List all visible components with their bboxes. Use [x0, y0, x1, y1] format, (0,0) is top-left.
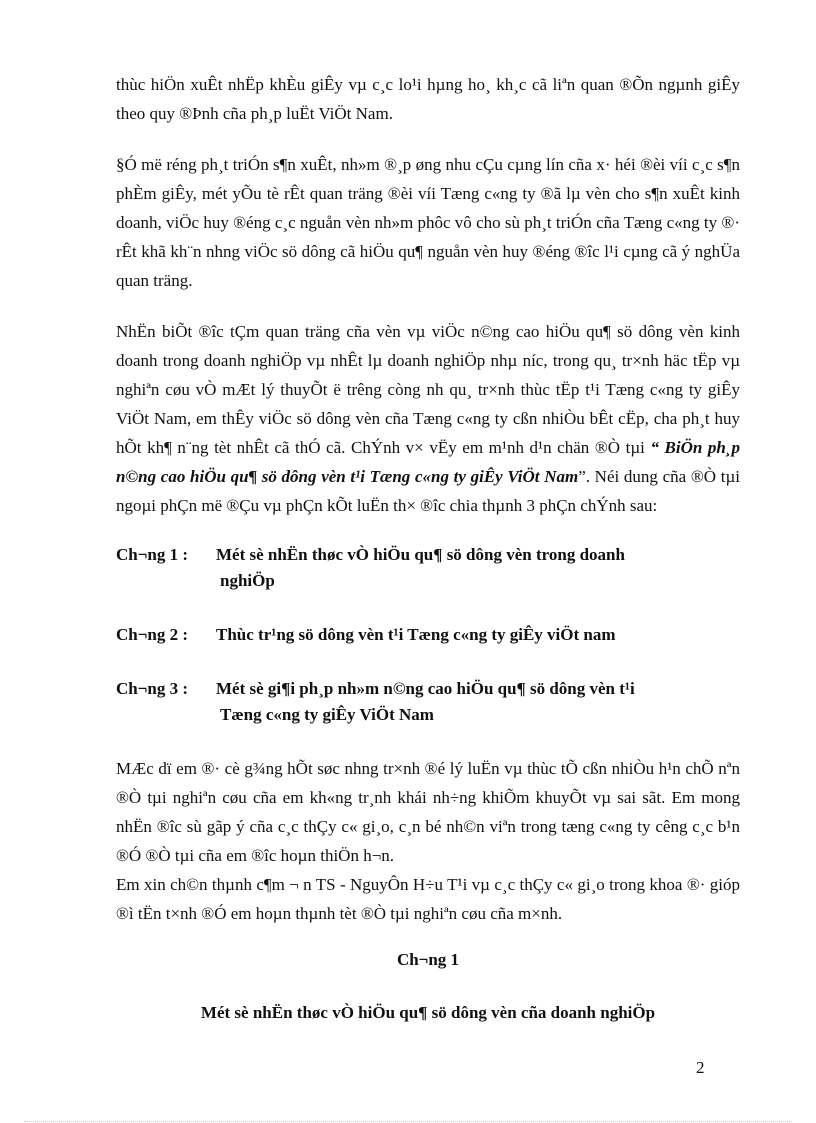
chapter-title-line1: Mét sè gi¶i ph¸p nh»m n©ng cao hiÖu qu¶ sö dông vèn t¹i [216, 679, 635, 698]
document-page [116, 70, 740, 1022]
chapter-item-2 [116, 622, 740, 648]
paragraph-thanks: Em xin ch©n thµnh c¶m ¬ n TS - NguyÔn H÷u T¹i vµ c¸c thÇy c« gi¸o trong khoa ®· gióp ®ì tËn t×nh ®Ó em hoµn thµnh tèt ®Ò tµi nghiªn cøu cña m×nh. [116, 875, 740, 923]
paragraph-capital-importance: §Ó më réng ph¸t triÓn s¶n xuÊt, nh»m ®¸p øng nhu cÇu cµng lín cña x· héi ®èi víi c¸c s¶n phÈm giÊy, mét yÕu tè rÊt quan träng ®èi víi Tæng c«ng ty ®ã lµ vèn cho s¶n xuÊt kinh doanh, viÖc huy ®éng c¸c nguån vèn nh»m phôc vô cho sù ph¸t triÓn cña Tæng c«ng ty ®· rÊt khã kh¨n nhng viÖc sö dông cã hiÖu qu¶ nguån vèn huy ®éng ®îc l¹i cµng cã ý nghÜa quan träng. [116, 155, 740, 290]
page-number: 2 [696, 1058, 705, 1077]
chapter-title [216, 622, 740, 648]
section-title-heading: Mét sè nhËn thøc vÒ hiÖu qu¶ sö dông vèn cña doanh nghiÖp [200, 1003, 656, 1022]
chapter-label: Ch¬ng 1 : [116, 545, 189, 564]
section-chapter-heading: Ch¬ng 1 [396, 950, 460, 969]
chapter-label: Ch¬ng 2 : [116, 625, 189, 644]
page-bottom-divider [24, 1121, 792, 1122]
chapter-title-line1: Mét sè nhËn thøc vÒ hiÖu qu¶ sö dông vèn trong doanh [216, 545, 625, 564]
chapter-title-line2: Tæng c«ng ty giÊy ViÖt Nam [220, 705, 434, 724]
chapter-title-line2: nghiÖp [220, 571, 275, 590]
paragraph-acknowledgement: MÆc dï em ®· cè g¾ng hÕt søc nhng tr×nh ®é lý luËn vµ thùc tÕ cßn nhiÒu h¹n chÕ nªn ®Ò tµi nghiªn cøu cña em kh«ng tr¸nh khái nh÷ng khiÕm khuyÕt vµ sai sãt. Em mong nhËn ®îc sù gãp ý cña c¸c thÇy c« gi¸o, c¸n bé nh©n viªn trong tæng c«ng ty cêng c¸c b¹n ®Ó ®Ò tµi cña em ®îc hoµn thiÖn h¬n. [116, 759, 740, 865]
chapter-label: Ch¬ng 3 : [116, 679, 189, 698]
thesis-title: “ BiÖn ph¸p n©ng cao hiÖu qu¶ sö dông vèn t¹i Tæng c«ng ty giÊy ViÖt Nam [116, 438, 740, 486]
chapter-item-1 [116, 542, 740, 594]
chapter-title [216, 676, 740, 728]
chapter-title-line1: Thùc tr¹ng sö dông vèn t¹i Tæng c«ng ty giÊy viÖt nam [216, 625, 616, 644]
chapter-title [216, 542, 740, 594]
paragraph-intro-continuation: thùc hiÖn xuÊt nhËp khÈu giÊy vµ c¸c lo¹i hµng ho¸ kh¸c cã liªn quan ®Õn ngµnh giÊy theo quy ®Þnh cña ph¸p luËt ViÖt Nam. [116, 75, 740, 123]
topic-text-after: ”. Néi dung cña ®Ò tµi ngoµi phÇn më ®Çu vµ phÇn kÕt luËn th× ®îc chia thµnh 3 phÇn chÝnh sau: [116, 467, 740, 515]
paragraph-topic-selection [116, 317, 740, 520]
chapter-item-3 [116, 676, 740, 728]
topic-text-before: NhËn biÕt ®îc tÇm quan träng cña vèn vµ viÖc n©ng cao hiÖu qu¶ sö dông vèn kinh doanh trong doanh nghiÖp vµ nhÊt lµ doanh nghiÖp nhµ níc, trong qu¸ tr×nh häc tËp vµ nghiªn cøu vÒ mÆt lý thuyÕt ë trêng còng nh qu¸ tr×nh thùc tËp t¹i Tæng c«ng ty giÊy ViÖt Nam, em thÊy viÖc sö dông vèn cña Tæng c«ng ty cßn nhiÒu bÊt cËp, cha ph¸t huy hÕt kh¶ n¨ng tèt nhÊt cã thÓ cã. ChÝnh v× vËy em m¹nh d¹n chän ®Ò tµi [116, 322, 740, 457]
